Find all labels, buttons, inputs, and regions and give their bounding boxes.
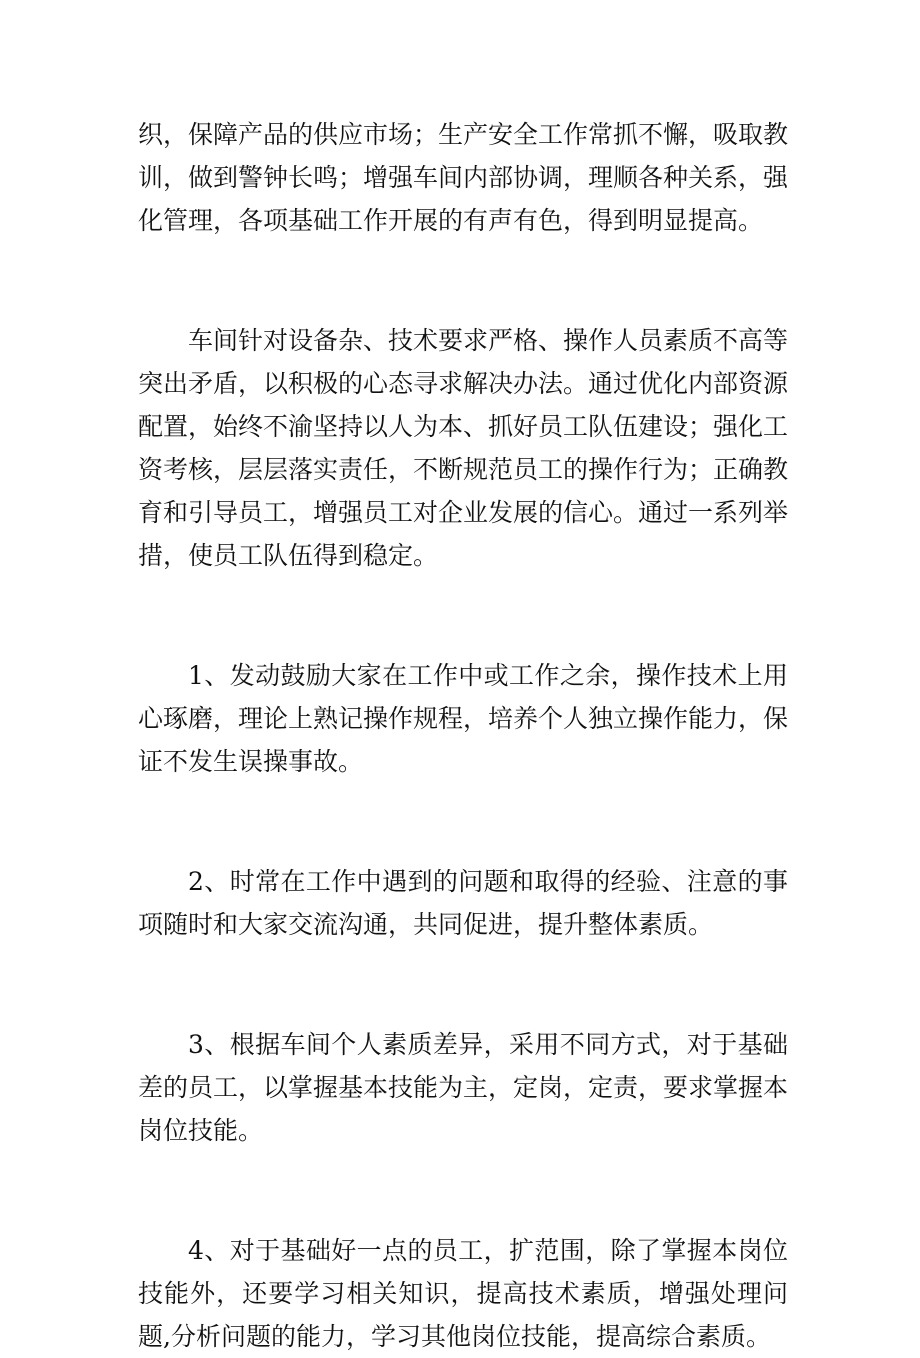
paragraph-continuation: 织，保障产品的供应市场；生产安全工作常抓不懈，吸取教训，做到警钟长鸣；增强车间内部协调，理顺各种关系，强化管理，各项基础工作开展的有声有色，得到明显提高。 <box>138 120 789 235</box>
list-item-1: 1、发动鼓励大家在工作中或工作之余，操作技术上用心琢磨，理论上熟记操作规程，培养个人独立操作能力，保证不发生误操事故。 <box>138 661 789 776</box>
document-body <box>138 113 788 1358</box>
list-item-2: 2、时常在工作中遇到的问题和取得的经验、注意的事项随时和大家交流沟通，共同促进，提升整体素质。 <box>138 867 788 939</box>
list-item-4: 4、对于基础好一点的员工，扩范围，除了掌握本岗位技能外，还要学习相关知识，提高技术素质，增强处理问题,分析问题的能力，学习其他岗位技能，提高综合素质。 <box>138 1236 788 1351</box>
paragraph-workshop-measures: 车间针对设备杂、技术要求严格、操作人员素质不高等突出矛盾，以积极的心态寻求解决办法。通过优化内部资源配置，始终不渝坚持以人为本、抓好员工队伍建设；强化工资考核，层层落实责任，不断规范员工的操作行为；正确教育和引导员工，增强员工对企业发展的信心。通过一系列举措，使员工队伍得到稳定。 <box>138 326 789 570</box>
list-item-3: 3、根据车间个人素质差异，采用不同方式，对于基础差的员工，以掌握基本技能为主，定岗，定责，要求掌握本岗位技能。 <box>138 1030 789 1145</box>
